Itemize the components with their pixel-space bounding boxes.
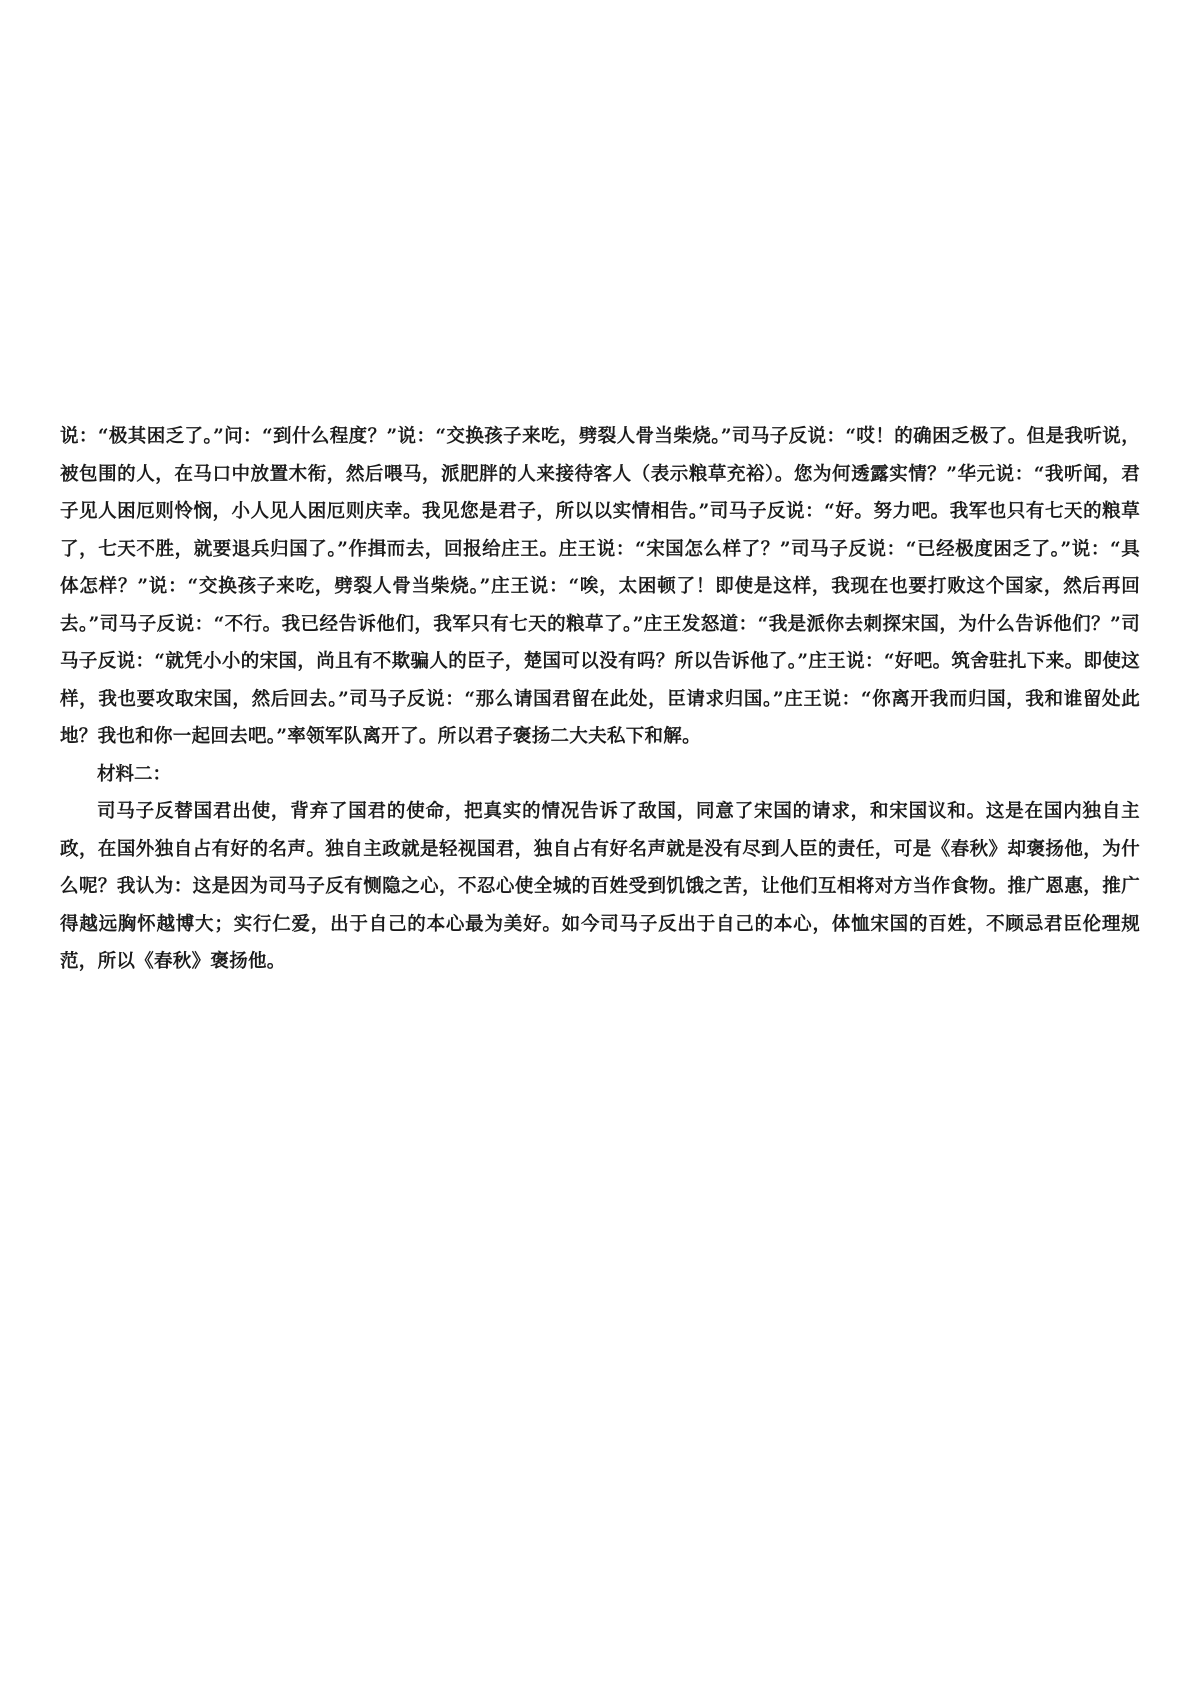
paragraph-material-one-continued: 说：“极其困乏了。”问：“到什么程度？”说：“交换孩子来吃，劈裂人骨当柴烧。”司马子反说：“哎！的确困乏极了。但是我听说，被包围的人，在马口中放置木衔，然后喂马，派肥胖的人来接待客人（表示粮草充裕）。您为何透露实情？”华元说：“我听闻，君子见人困厄则怜悯，小人见人困厄则庆幸。我见您是君子，所以以实情相告。”司马子反说：“好。努力吧。我军也只有七天的粮草了，七天不胜，就要退兵归国了。”作揖而去，回报给庄王。庄王说：“宋国怎么样了？”司马子反说：“已经极度困乏了。”说：“具体怎样？”说：“交换孩子来吃，劈裂人骨当柴烧。”庄王说：“唉，太困顿了！即使是这样，我现在也要打败这个国家，然后再回去。”司马子反说：“不行。我已经告诉他们，我军只有七天的粮草了。”庄王发怒道：“我是派你去刺探宋国，为什么告诉他们？”司马子反说：“就凭小小的宋国，尚且有不欺骗人的臣子，楚国可以没有吗？所以告诉他了。”庄王说：“好吧。筑舍驻扎下来。即使这样，我也要攻取宋国，然后回去。”司马子反说：“那么请国君留在此处，臣请求归国。”庄王说：“你离开我而归国，我和谁留处此地？我也和你一起回去吧。”率领军队离开了。所以君子褒扬二大夫私下和解。 <box>60 426 1140 747</box>
paragraph-material-two: 司马子反替国君出使，背弃了国君的使命，把真实的情况告诉了敌国，同意了宋国的请求，和宋国议和。这是在国内独自主政，在国外独自占有好的名声。独自主政就是轻视国君，独自占有好名声就是没有尽到人臣的责任，可是《春秋》却褒扬他，为什么呢？我认为：这是因为司马子反有恻隐之心，不忍心使全城的百姓受到饥饿之苦，让他们互相将对方当作食物。推广恩惠，推广得越远胸怀越博大；实行仁爱，出于自己的本心最为美好。如今司马子反出于自己的本心，体恤宋国的百姓，不顾忌君臣伦理规范，所以《春秋》褒扬他。 <box>60 801 1140 972</box>
document-body <box>60 418 1140 981</box>
heading-material-two: 材料二： <box>97 763 172 785</box>
